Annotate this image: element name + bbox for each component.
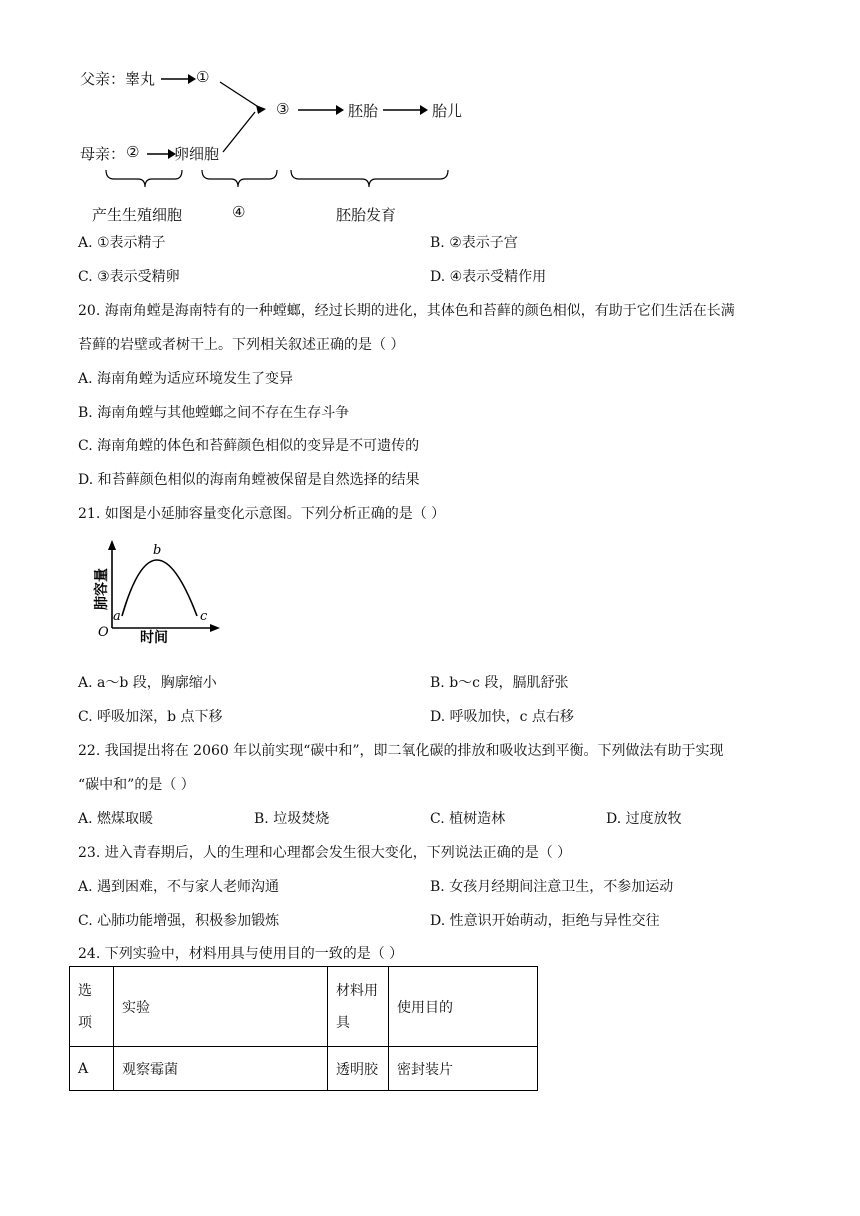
fetus-label: 胎儿 — [432, 102, 463, 120]
x-axis-label: 时间 — [140, 630, 168, 646]
cell-experiment: 观察霉菌 — [114, 1047, 328, 1091]
q22-option-d: D. 过度放牧 — [606, 811, 682, 827]
x-axis-arrow — [210, 624, 220, 632]
q22-stem-line2: “碳中和”的是（ ） — [78, 777, 195, 793]
header-option: 选项 — [70, 967, 114, 1047]
q24-stem: 24. 下列实验中，材料用具与使用目的一致的是（ ） — [78, 946, 404, 962]
q22-option-b: B. 垃圾焚烧 — [254, 811, 330, 827]
q23-option-a: A. 遇到困难，不与家人老师沟通 — [78, 879, 280, 895]
table-row — [70, 1047, 538, 1091]
q20-option-d: D. 和苔藓颜色相似的海南角螳被保留是自然选择的结果 — [78, 472, 420, 488]
q21-option-d: D. 呼吸加快，c 点右移 — [430, 709, 574, 725]
origin-label: O — [98, 625, 109, 640]
lung-capacity-curve — [122, 560, 197, 616]
mother-label: 母亲： — [80, 145, 126, 163]
q22-option-a: A. 燃煤取暖 — [78, 811, 154, 827]
q20-stem-line2: 苔藓的岩壁或者树干上。下列相关叙述正确的是（ ） — [78, 337, 405, 353]
circle-2: ② — [126, 143, 140, 161]
brace2-label: ④ — [232, 203, 246, 221]
father-label: 父亲：睾丸 — [80, 70, 156, 88]
cell-material: 透明胶 — [328, 1047, 389, 1091]
experiment-table — [69, 966, 538, 1091]
q23-option-b: B. 女孩月经期间注意卫生，不参加运动 — [430, 879, 674, 895]
q19-option-d: D. ④表示受精作用 — [430, 269, 547, 285]
table-header-row — [70, 967, 538, 1047]
circle-1: ① — [196, 68, 210, 86]
q21-stem: 21. 如图是小延肺容量变化示意图。下列分析正确的是（ ） — [78, 506, 446, 522]
lung-capacity-chart — [90, 536, 230, 648]
cell-option: A — [70, 1047, 114, 1091]
y-axis-label: 肺容量 — [94, 568, 110, 610]
q20-option-c: C. 海南角螳的体色和苔藓颜色相似的变异是不可遗传的 — [78, 438, 420, 454]
header-experiment: 实验 — [114, 967, 328, 1047]
q21-option-b: B. b～c 段，膈肌舒张 — [430, 675, 569, 691]
q23-option-d: D. 性意识开始萌动，拒绝与异性交往 — [430, 913, 660, 929]
point-c-label: c — [200, 609, 208, 624]
brace3-label: 胚胎发育 — [336, 206, 397, 224]
q19-option-b: B. ②表示子宫 — [430, 235, 518, 251]
point-b-label: b — [153, 543, 162, 558]
q20-option-a: A. 海南角螳为适应环境发生了变异 — [78, 371, 294, 387]
circle-3: ③ — [276, 100, 290, 118]
header-material: 材料用具 — [328, 967, 389, 1047]
q19-option-c: C. ③表示受精卵 — [78, 269, 180, 285]
q22-option-c: C. 植树造林 — [430, 811, 506, 827]
q23-option-c: C. 心肺功能增强，积极参加锻炼 — [78, 913, 280, 929]
q21-option-a: A. a～b 段，胸廓缩小 — [78, 675, 217, 691]
q19-option-a: A. ①表示精子 — [78, 235, 166, 251]
header-purpose: 使用目的 — [389, 967, 538, 1047]
q23-stem: 23. 进入青春期后，人的生理和心理都会发生很大变化，下列说法正确的是（ ） — [78, 845, 572, 861]
q20-stem-line1: 20. 海南角螳是海南特有的一种螳螂，经过长期的进化，其体色和苔藓的颜色相似，有助于它们生活在长满 — [78, 303, 735, 319]
brace1-label: 产生生殖细胞 — [92, 206, 183, 224]
q22-stem-line1: 22. 我国提出将在 2060 年以前实现“碳中和”，即二氧化碳的排放和吸收达到平衡。下列做法有助于实现 — [78, 743, 724, 759]
point-a-label: a — [113, 609, 121, 624]
q21-option-c: C. 呼吸加深，b 点下移 — [78, 709, 223, 725]
y-axis-arrow — [108, 540, 116, 550]
embryo-label: 胚胎 — [348, 102, 379, 120]
cell-purpose: 密封装片 — [389, 1047, 538, 1091]
egg-label: 卵细胞 — [174, 145, 220, 163]
q20-option-b: B. 海南角螳与其他螳螂之间不存在生存斗争 — [78, 405, 350, 421]
